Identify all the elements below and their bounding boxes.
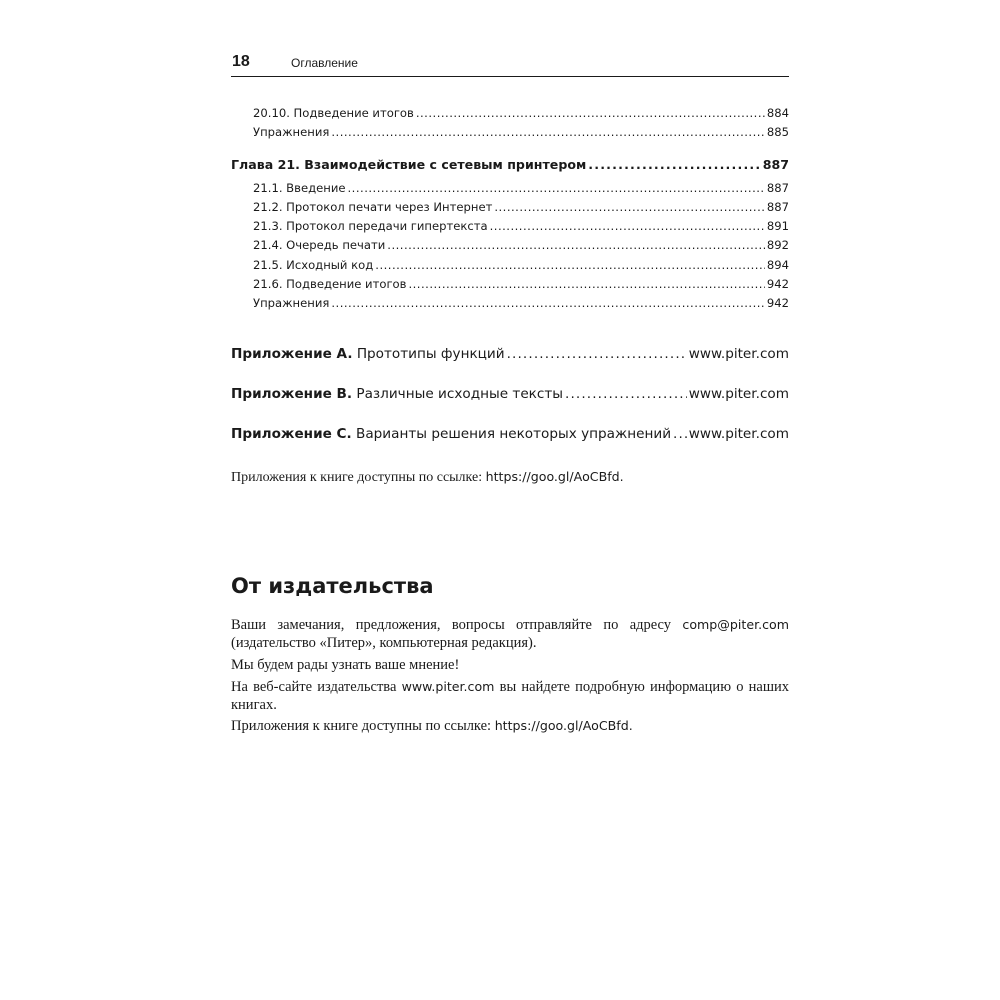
dot-leader [348, 181, 765, 195]
toc-entry [231, 181, 789, 195]
section-heading: От издательства [231, 574, 434, 598]
toc-chapter-entry [231, 157, 789, 172]
toc-entry-page: 891 [766, 219, 789, 233]
paragraph-opinion [231, 656, 789, 674]
appendix-title: Различные исходные тексты [356, 386, 564, 402]
paragraph-text: Приложения к книге доступны по ссылке: [231, 718, 495, 734]
toc-entry-title: 21.4. Очередь печати [253, 238, 386, 252]
website-link[interactable]: www.piter.com [401, 679, 495, 694]
toc-entry-page: 894 [766, 258, 789, 272]
toc-entry-page: 887 [766, 181, 789, 195]
toc-appendix-entry [231, 386, 789, 402]
toc-entry [231, 238, 789, 252]
toc-entry-title: Упражнения [253, 125, 330, 139]
paragraph-text: Мы будем рады узнать ваше мнение! [231, 657, 460, 673]
dot-leader [565, 386, 687, 402]
paragraph-text: вы найдете подробную информацию о наших книгах. [231, 679, 789, 713]
book-page [231, 0, 789, 1000]
appendix-page-link[interactable]: www.piter.com [688, 386, 789, 402]
appendix-title: Прототипы функций [356, 346, 505, 362]
toc-entry [231, 296, 789, 310]
paragraph-website [231, 678, 789, 714]
toc-entry-title: 21.3. Протокол передачи гипертекста [253, 219, 488, 233]
appendix-note-text: Приложения к книге доступны по ссылке: [231, 470, 486, 485]
appendix-page-link[interactable]: www.piter.com [688, 346, 789, 362]
toc-entry-title: 20.10. Подведение итогов [253, 106, 414, 120]
appendix-label: Приложение A. [231, 346, 353, 362]
toc-entry [231, 106, 789, 120]
dot-leader [490, 219, 765, 233]
paragraph-text: Ваши замечания, предложения, вопросы отправляйте по адресу [231, 617, 683, 633]
paragraph-text: (издательство «Питер», компьютерная редакция). [231, 635, 537, 651]
paragraph-text: На веб-сайте издательства [231, 679, 402, 695]
toc-appendix-entry [231, 346, 789, 362]
appendix-note-link[interactable]: https://goo.gl/AoCBfd. [485, 469, 624, 484]
toc-appendix-entry [231, 426, 789, 442]
toc-entry [231, 200, 789, 214]
page-number: 18 [232, 53, 250, 70]
dot-leader [673, 426, 687, 442]
dot-leader [494, 200, 765, 214]
toc-entry [231, 219, 789, 233]
running-title: Оглавление [291, 56, 358, 70]
toc-entry-title: 21.1. Введение [253, 181, 346, 195]
appendix-title: Варианты решения некоторых упражнений [356, 426, 672, 442]
toc-entry [231, 258, 789, 272]
toc-entry [231, 125, 789, 139]
chapter-page: 887 [762, 157, 789, 172]
toc-entry [231, 277, 789, 291]
dot-leader [408, 277, 764, 291]
toc-entry-title: 21.2. Протокол печати через Интернет [253, 200, 493, 214]
dot-leader [387, 238, 765, 252]
toc-entry-page: 942 [766, 277, 789, 291]
dot-leader [331, 125, 765, 139]
appendix-page-link[interactable]: www.piter.com [688, 426, 789, 442]
dot-leader [375, 258, 765, 272]
toc-entry-title: Упражнения [253, 296, 330, 310]
dot-leader [588, 157, 760, 172]
toc-entry-page: 885 [766, 125, 789, 139]
chapter-title: Глава 21. Взаимодействие с сетевым принтером [231, 157, 587, 172]
toc-entry-page: 887 [766, 200, 789, 214]
dot-leader [331, 296, 765, 310]
toc-entry-page: 942 [766, 296, 789, 310]
paragraph-appendix-link [231, 717, 789, 735]
toc-entry-title: 21.5. Исходный код [253, 258, 374, 272]
toc-entry-page: 884 [766, 106, 789, 120]
email-link[interactable]: comp@piter.com [682, 617, 789, 632]
toc-entry-title: 21.6. Подведение итогов [253, 277, 407, 291]
toc-entry-page: 892 [766, 238, 789, 252]
appendix-label: Приложение C. [231, 426, 352, 442]
dot-leader [416, 106, 765, 120]
page-header [231, 52, 789, 77]
appendix-label: Приложение B. [231, 386, 353, 402]
appendix-link[interactable]: https://goo.gl/AoCBfd. [494, 718, 633, 733]
paragraph-contact [231, 616, 789, 652]
appendix-note [231, 469, 789, 486]
dot-leader [507, 346, 687, 362]
